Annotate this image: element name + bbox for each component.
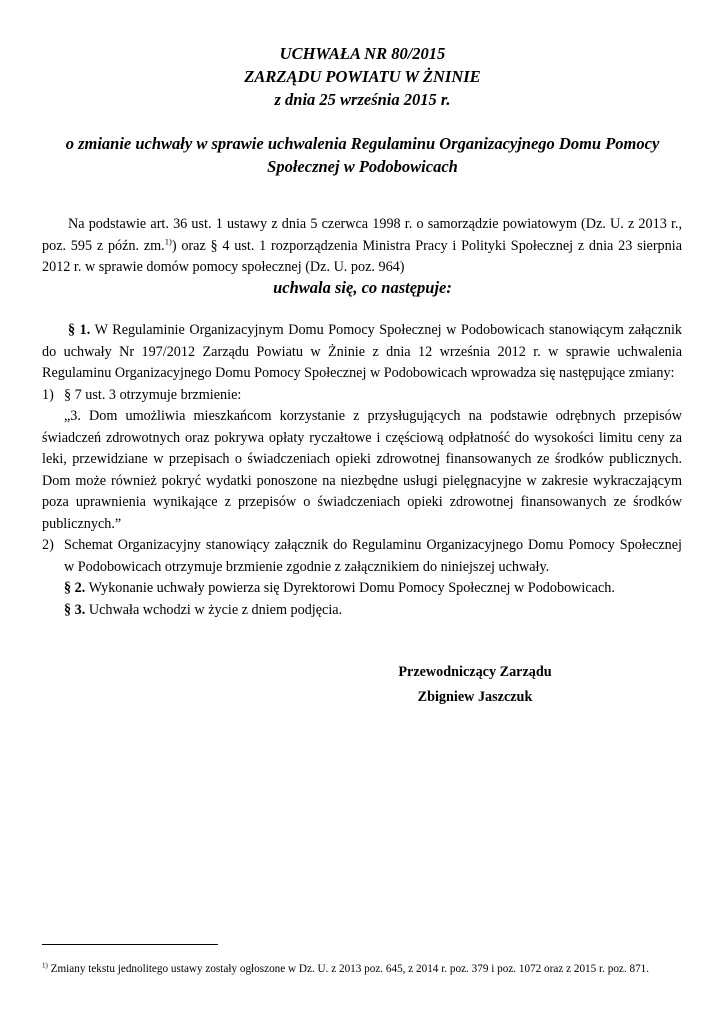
- amendment-item-1: [42, 385, 682, 407]
- section-3: [42, 600, 682, 622]
- legal-basis-text-after: ) oraz § 4 ust. 1 rozporządzenia Ministra Pracy i Polityki Społecznej z dnia 23 sierpnia 2012 r. w sprawie domów pomocy społecznej (Dz. U. poz. 964): [42, 237, 682, 276]
- legal-basis: [42, 214, 682, 279]
- resolution-number: UCHWAŁA NR 80/2015: [279, 44, 446, 63]
- section-3-label: § 3.: [64, 601, 86, 618]
- resolution-subject: o zmianie uchwały w sprawie uchwalenia Regulaminu Organizacyjnego Domu Pomocy Społecznej w Podobowicach: [65, 134, 660, 176]
- section-1: [42, 320, 682, 385]
- amendment-item-2: [42, 535, 682, 578]
- section-2: [42, 578, 682, 600]
- signatory-role: Przewodniczący Zarządu: [398, 664, 552, 680]
- amendment-item-2-text: Schemat Organizacyjny stanowiący załącznik do Regulaminu Organizacyjnego Domu Pomocy Społecznej w Podobowicach otrzymuje brzmienie zgodnie z załącznikiem do niniejszej uchwały.: [64, 537, 682, 575]
- section-2-text: Wykonanie uchwały powierza się Dyrektorowi Domu Pomocy Społecznej w Podobowicach.: [85, 580, 615, 596]
- footnote-separator: [42, 944, 218, 945]
- legal-basis-text-before: Na podstawie art. 36 ust. 1 ustawy z dnia 5 czerwca 1998 r. o samorządzie powiatowym (Dz. U. z 2013 r., poz. 595 z późn. zm.: [42, 216, 682, 254]
- footnote-text: Zmiany tekstu jednolitego ustawy zostały ogłoszone w Dz. U. z 2013 poz. 645, z 2014 r. poz. 379 i poz. 1072 oraz z 2015 r. poz. 871.: [47, 963, 650, 976]
- resolves-heading: uchwala się, co następuje:: [273, 278, 452, 297]
- amendment-item-1-number: 1): [42, 386, 54, 403]
- section-2-label: § 2.: [64, 580, 86, 596]
- amendment-item-1-text: § 7 ust. 3 otrzymuje brzmienie:: [64, 386, 242, 403]
- section-1-label: § 1.: [68, 322, 91, 338]
- footnote: [42, 961, 682, 977]
- section-3-text: Uchwała wchodzi w życie z dniem podjęcia.: [85, 601, 343, 618]
- amendment-item-2-number: 2): [42, 537, 54, 553]
- resolution-body: [42, 320, 682, 621]
- resolution-date: z dnia 25 września 2015 r.: [274, 90, 451, 109]
- issuing-body: ZARZĄDU POWIATU W ŻNINIE: [244, 67, 481, 86]
- section-1-text: W Regulaminie Organizacyjnym Domu Pomocy Społecznej w Podobowicach stanowiącym załącznik do uchwały Nr 197/2012 Zarządu Powiatu w Żninie z dnia 12 września 2012 r. w sprawie uchwalenia Regulaminu Organizacyjnego Domu Pomocy Społecznej w Podobowicach wprowadza się następujące zmiany:: [42, 322, 682, 381]
- footnote-reference: 1): [164, 235, 172, 246]
- resolution-header: [0, 42, 725, 111]
- footnote-mark: 1): [42, 961, 48, 970]
- amendment-quote: „3. Dom umożliwia mieszkańcom korzystanie z przysługujących na podstawie odrębnych przepisów świadczeń zdrowotnych oraz pokrywa opłaty ryczałtowe i częściową odpłatność do wysokości limitu ceny za leki, przewidziane w przepisach o świadczeniach opieki zdrowotnej finansowanych ze środków publicznych. Dom może również pokryć wydatki ponoszone na niezbędne usługi pielęgnacyjne w zakresie wykraczającym poza uprawnienia wynikające z przepisów o świadczeniach opieki zdrowotnej finansowanych ze środków publicznych.”: [42, 408, 682, 532]
- signature-block: [360, 660, 590, 710]
- signatory-name: Zbigniew Jaszczuk: [417, 689, 533, 705]
